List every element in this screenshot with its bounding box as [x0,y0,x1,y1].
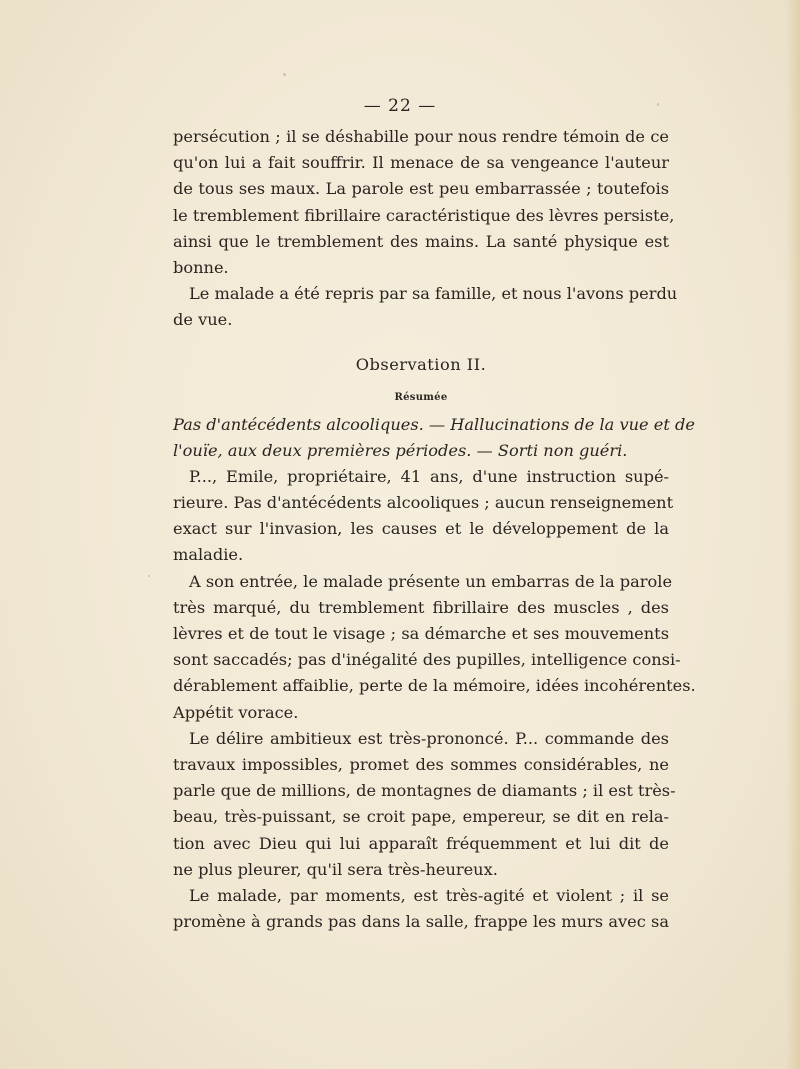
text-line: Appétit vorace. [173,702,299,722]
text-line: sont saccadés; pas d'inégalité des pupilles, intelligence consi- [173,650,681,670]
text-line: ne plus pleurer, qu'il sera très-heureux. [173,859,498,879]
text-line: Le malade, par moments, est très-agité et violent ; il se [189,885,669,905]
text-line: qu'on lui a fait souffrir. Il menace de sa vengeance l'auteur [173,153,669,173]
summary-line: l'ouïe, aux deux premières périodes. — Sorti non guéri. [173,440,628,460]
text-line: travaux impossibles, promet des sommes considérables, ne [173,754,669,774]
text-line: exact sur l'invasion, les causes et le développement de la [173,519,669,539]
text-line: parle que de millions, de montagnes de diamants ; il est très- [173,781,676,801]
text-line: persécution ; il se déshabille pour nous rendre témoin de ce [173,127,669,146]
text-line: de tous ses maux. La parole est peu embarrassée ; toutefois [173,179,669,199]
text-line: Le délire ambitieux est très-prononcé. P... commande des [189,728,669,748]
text-line: Le malade a été repris par sa famille, et nous l'avons perdu [189,284,678,304]
text-line: le tremblement fibrillaire caractéristique des lèvres persiste, [173,205,675,225]
text-line: ainsi que le tremblement des mains. La santé physique est [173,231,669,251]
text-line: promène à grands pas dans la salle, frappe les murs avec sa [173,912,669,932]
page-edge-shadow [786,0,800,1069]
text-line: A son entrée, le malade présente un embarras de la parole [189,571,673,591]
summary-line: Pas d'antécédents alcooliques. — Hallucinations de la vue et de [173,414,695,434]
text-line: tion avec Dieu qui lui apparaît fréquemment et lui dit de [173,833,669,853]
section-subheading: Résumée [394,391,448,403]
text-line: maladie. [173,545,244,565]
text-line: rieure. Pas d'antécédents alcooliques ; aucun renseignement [173,493,674,513]
text-line: P..., Emile, propriétaire, 41 ans, d'une instruction supé- [189,466,669,486]
page-number: — 22 — [363,96,437,116]
paper-speck [283,73,286,76]
text-line: bonne. [173,257,229,277]
section-heading: Observation II. [355,354,487,374]
text-line: de vue. [173,310,233,330]
text-line: dérablement affaiblie, perte de la mémoire, idées incohérentes. [173,676,696,696]
text-line: lèvres et de tout le visage ; sa démarche et ses mouvements [173,624,669,643]
text-line: très marqué, du tremblement fibrillaire des muscles , des [173,597,669,617]
body-text [173,124,696,935]
paper-speck [148,575,150,577]
text-line: beau, très-puissant, se croit pape, empereur, se dit en rela- [173,807,669,827]
